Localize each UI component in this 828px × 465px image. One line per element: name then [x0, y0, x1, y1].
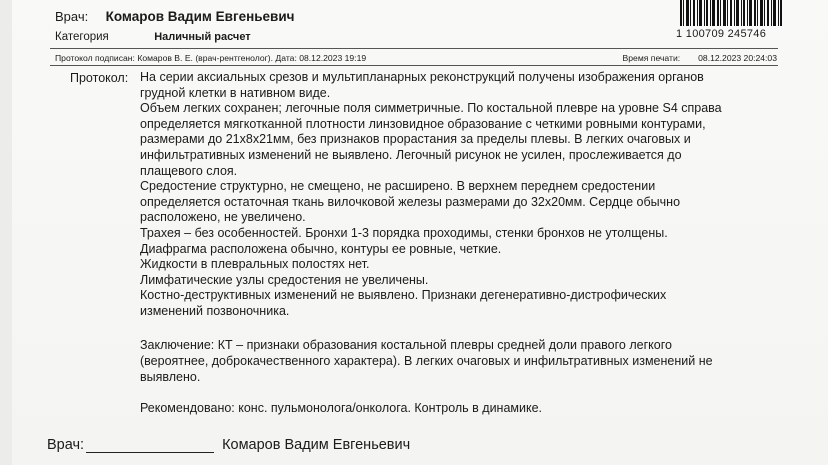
- doctor-row: [55, 9, 295, 24]
- protocol-signed-info: Протокол подписан: Комаров В. Е. (врач-рентгенолог). Дата: 08.12.2023 19:19: [55, 53, 367, 63]
- protocol-label: Протокол:: [70, 71, 129, 85]
- conclusion-line: Заключение: КТ – признаки образования костальной плевры средней доли правого легкого: [140, 338, 672, 352]
- protocol-line: размерами до 21x8x21мм, без признаков прорастания за пределы плевы. В легких очаговых и: [140, 132, 691, 147]
- category-row: [55, 31, 251, 43]
- protocol-line: изменений позвоночника.: [140, 303, 290, 318]
- protocol-line: Трахея – без особенностей. Бронхи 1-3 порядка проходимы, стенки бронхов не утолщены.: [140, 225, 668, 240]
- protocol-line: инфильтративных изменений не выявлено. Легочный рисунок не усилен, прослеживается до: [140, 147, 682, 162]
- protocol-body: [140, 70, 780, 320]
- meta-row: [55, 53, 777, 63]
- protocol-line: плащевого слоя.: [140, 163, 238, 178]
- protocol-line: На серии аксиальных срезов и мультипланарных реконструкций получены изображения органов: [140, 70, 704, 84]
- print-time-value: 08.12.2023 20:24:03: [698, 53, 777, 63]
- signature-label: Врач:: [47, 437, 85, 453]
- protocol-line: Жидкости в плевральных полостях нет.: [140, 257, 370, 272]
- meta-divider: [50, 65, 778, 66]
- print-time-label: Время печати:: [622, 53, 681, 63]
- doctor-name: Комаров Вадим Евгеньевич: [105, 9, 295, 24]
- conclusion: [140, 337, 780, 385]
- protocol-line: Диафрагма расположена обычно, контуры ее ровные, четкие.: [140, 241, 502, 256]
- category-value: Наличный расчет: [154, 31, 251, 43]
- category-label: Категория: [55, 31, 109, 43]
- signature-row: [47, 437, 410, 453]
- barcode: [680, 0, 782, 26]
- page-margin: [0, 0, 12, 465]
- protocol-line: грудной клетки в нативном виде.: [140, 85, 331, 100]
- signature-line: [86, 438, 214, 453]
- conclusion-line: (вероятнее, доброкачественного характера). В легких очаговых и инфильтративных изменений не: [140, 354, 713, 368]
- conclusion-line: выявлено.: [140, 370, 201, 384]
- header-divider: [50, 48, 778, 49]
- protocol-line: Костно-деструктивных изменений не выявлено. Признаки дегенеративно-дистрофических: [140, 288, 667, 303]
- protocol-line: расположено, не увеличено.: [140, 210, 306, 225]
- barcode-number: 1 100709 245746: [676, 28, 767, 40]
- signature-name: Комаров Вадим Евгеньевич: [222, 437, 411, 453]
- protocol-line: Средостение структурно, не смещено, не расширено. В верхнем переднем средостении: [140, 179, 656, 194]
- doctor-label: Врач:: [55, 9, 89, 24]
- protocol-line: Лимфатические узлы средостения не увеличены.: [140, 272, 429, 287]
- protocol-line: определяется мягкотканной плотности линзовидное образование с четкими ровными контурами,: [140, 116, 706, 131]
- protocol-line: Объем легких сохранен; легочные поля симметричные. По костальной плевре на уровне S4 справа: [140, 101, 722, 116]
- protocol-line: определяется остаточная ткань вилочковой железы размерами до 32x20мм. Сердце обычно: [140, 194, 681, 209]
- recommendation: Рекомендовано: конс. пульмонолога/онколога. Контроль в динамике.: [140, 401, 543, 415]
- print-time: [623, 53, 777, 63]
